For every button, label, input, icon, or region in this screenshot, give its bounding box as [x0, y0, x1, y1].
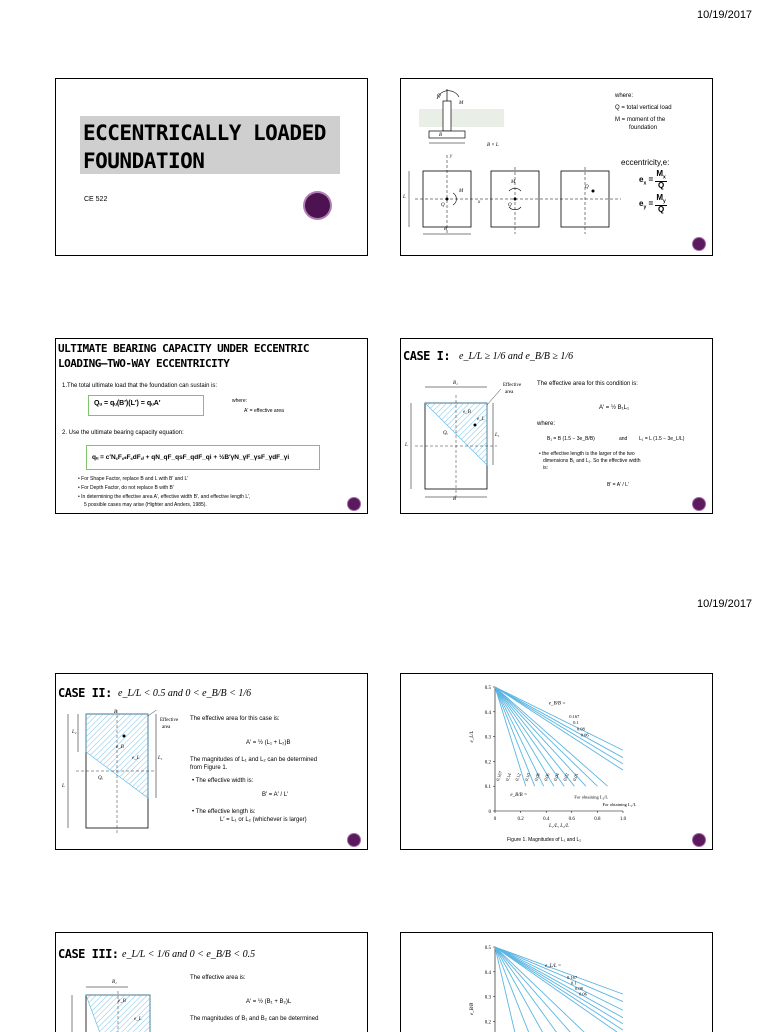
item-2: 2. Use the ultimate bearing capacity equation:: [62, 430, 184, 436]
x-tick-label: 1.0: [619, 817, 627, 822]
label-L2: L₂: [72, 730, 77, 735]
slide-title: [55, 78, 368, 256]
x-tick-label: 0.4: [543, 817, 550, 822]
lower-series-label: 0.08: [533, 772, 541, 782]
y-tick-label: 0.4: [484, 710, 491, 716]
ey-lhs: e: [639, 198, 644, 208]
case1-eq-area: A′ = ½ B₁L₁: [599, 405, 630, 411]
slide-case-2: [55, 673, 368, 850]
label-effective: Effective: [503, 383, 522, 388]
ex-fraction: [655, 170, 666, 190]
slide-title-line1: ECCENTRICALLY LOADED: [83, 121, 326, 145]
slide3-title-line1: ULTIMATE BEARING CAPACITY UNDER ECCENTRIC: [58, 342, 310, 355]
label-M-1: M: [459, 189, 464, 194]
legend-label: e_L/L =: [545, 963, 562, 969]
label-B: B: [114, 710, 118, 715]
case2-condition: e_L/L < 0.5 and 0 < e_B/B < 1/6: [118, 688, 252, 699]
case2-eq-area: A′ = ½ (L₁ + L₂)B: [246, 740, 291, 746]
slide-accent-dot: [693, 238, 705, 250]
ey-equation: $e_y$ = $\frac{M_y}{Q}$: [639, 193, 666, 214]
case1-bullet-c: is:: [543, 465, 548, 471]
series-line: [495, 947, 623, 1018]
upper-series-label: 0.1: [573, 720, 579, 726]
label-L-left: L: [403, 195, 406, 200]
slide-subtitle: CE 522: [84, 196, 108, 203]
case1-bullet-a: • the effective length is the larger of the two: [539, 451, 635, 457]
case3-eq-area: A′ = ½ (B₁ + B₂)L: [246, 999, 292, 1005]
label-eB: e_B: [463, 410, 471, 415]
label-y-axis: y: [450, 154, 453, 159]
slide-case-3: [55, 932, 368, 1032]
note-l1: For obtaining L₁/L: [602, 802, 637, 808]
upper-series-label: 0.08: [576, 726, 585, 732]
bullet-2-text: For Depth Factor, do not replace B with B′: [81, 485, 174, 491]
upper-series-label: 0.06: [580, 732, 589, 738]
case3-condition: e_L/L < 1/6 and 0 < e_B/B < 0.5: [122, 949, 256, 960]
series-line: [495, 947, 623, 1024]
y-tick-label: 0.3: [484, 735, 491, 741]
slide-accent-dot: [693, 498, 705, 510]
case1-condition: e_L/L ≥ 1/6 and e_B/B ≥ 1/6: [459, 351, 574, 362]
m-definition-2: foundation: [629, 125, 658, 131]
q-definition: Q = total vertical load: [615, 105, 672, 111]
y-tick-label: 0.3: [484, 995, 491, 1001]
upper-series-label: 0.167: [569, 714, 580, 719]
lower-series-label: 0.14: [504, 772, 513, 782]
case2-bullet-2: • The effective length is:: [192, 809, 256, 815]
ex-lhs: e: [639, 174, 644, 184]
bullet-1-text: For Shape Factor, replace B and L with B′ and L′: [81, 476, 189, 482]
series-line: [495, 947, 571, 1032]
series-line: [495, 947, 623, 994]
case2-text-1: The magnitudes of L₁ and L₂ can be determined: [190, 757, 318, 763]
x-axis-label: L₁/L, L₂/L: [549, 824, 569, 829]
case1-eq-b1: B₁ = B (1.5 − 3e_B/B): [547, 436, 595, 442]
slide-accent-dot: [348, 834, 360, 846]
label-eB: e_B: [116, 745, 124, 750]
bullet-3: • In determining the effective area A′, effective width B′, and effective length L′,: [78, 494, 251, 500]
label-B: B: [453, 497, 457, 502]
lower-series-label: 0.04: [552, 772, 561, 782]
label-B1: B₁: [453, 381, 458, 386]
case1-eq-bp: B′ = A′ / L′: [607, 482, 629, 488]
y-tick-label: 0.1: [484, 785, 491, 791]
label-L1: L₁: [158, 756, 163, 761]
case2-title: CASE II:: [58, 686, 112, 700]
lower-series-label: 0.01: [571, 772, 580, 782]
lower-series-label: 0.10: [523, 772, 532, 782]
label-area: area: [162, 725, 171, 730]
figure-1-chart: [401, 674, 713, 850]
series-line-l2: [495, 687, 586, 786]
x-tick-label: 0.6: [568, 817, 575, 822]
label-eL: e_L: [477, 417, 485, 422]
aprime-definition: A′ = effective area: [244, 408, 284, 414]
series-line-l1: [495, 687, 623, 770]
case3-lead: The effective area is:: [190, 975, 246, 981]
case2-eq-lp: L′ = L₁ or L₂ (whichever is larger): [220, 817, 307, 823]
ex-equation: $e_x$ = $\frac{M_x}{Q}$: [639, 169, 666, 190]
case2-bullet-1: • The effective width is:: [192, 778, 254, 784]
ey-den: Q: [657, 204, 665, 214]
case1-and: and: [619, 436, 628, 442]
upper-series-label: 0.08: [575, 986, 583, 992]
slide-title-line2: FOUNDATION: [83, 149, 205, 173]
case1-title: CASE I:: [403, 349, 451, 363]
case2-text-2: from Figure 1.: [190, 765, 228, 771]
slide-ultimate-bearing-capacity: [55, 338, 368, 514]
m-definition-1: M = moment of the: [615, 117, 666, 123]
legend-label: e_B/B =: [548, 701, 566, 707]
ex-lhs-sub: x: [643, 180, 647, 187]
x-tick-label: 0.2: [517, 817, 524, 822]
note-l2: For obtaining L₂/L: [574, 794, 609, 800]
case1-where: where:: [537, 421, 556, 427]
label-area: area: [505, 390, 514, 395]
case3-title: CASE III:: [58, 947, 119, 961]
label-B1: B₁: [112, 980, 117, 985]
y-axis-label: e_B/B: [470, 1002, 475, 1016]
label-Qu: Qᵤ: [443, 431, 449, 436]
series-line: [495, 947, 623, 1030]
lower-series-label: 0.06: [543, 772, 551, 782]
bullet-3-text-a: In determining the effective area A′, effective width B′, and effective length L′,: [81, 494, 251, 500]
slide-figure-2: [400, 932, 713, 1032]
lower-series-label: 0.12: [514, 772, 522, 782]
page-date: 10/19/2017: [697, 598, 753, 610]
upper-series-label: 0.167: [567, 975, 578, 981]
ey-lhs-sub: y: [643, 204, 647, 211]
ey-num: M: [656, 193, 664, 202]
label-L: L: [62, 784, 65, 789]
ey-fraction: [655, 194, 666, 214]
y-tick-label: 0.5: [484, 686, 491, 691]
upper-series-label: 0.1: [571, 980, 577, 986]
y-axis-label: e_L/L: [470, 730, 475, 743]
label-eL: e_L: [134, 1017, 142, 1022]
lower-series-label: 0.02: [562, 772, 570, 782]
label-B-top: B: [439, 133, 443, 138]
label-L1: L₁: [495, 433, 500, 438]
item-1: 1.The total ultimate load that the foundation can sustain is:: [62, 383, 218, 389]
label-Q-top: Q: [437, 94, 441, 99]
page-date: 10/19/2017: [697, 9, 753, 21]
slide-accent-dot: [693, 834, 705, 846]
y-tick-label: 0: [488, 810, 491, 815]
ex-num-sub: x: [663, 174, 666, 181]
label-eB: e_B: [118, 999, 126, 1004]
label-effective: Effective: [160, 718, 179, 723]
case1-bullet-b: dimensions B₁ and L₁. So the effective width: [543, 458, 641, 464]
slide3-title-line2: LOADING—TWO-WAY ECCENTRICITY: [58, 357, 230, 370]
label-Q-2: Q: [508, 203, 512, 208]
label-B-bottom: B: [444, 227, 448, 232]
label-Qu: Qᵤ: [98, 776, 104, 781]
ex-num: M: [656, 169, 664, 178]
label-x-axis: x: [478, 200, 481, 205]
eccentricity-label: eccentricity,e:: [621, 158, 670, 167]
y-tick-label: 0.5: [484, 946, 491, 951]
label-Q-3: Q: [585, 185, 589, 190]
figure-1-caption: Figure 1. Magnitudes of L₁ and L₂: [507, 837, 582, 843]
slide-case-1: [400, 338, 713, 514]
label-bxl: B × L: [487, 143, 499, 148]
label-Q-1: Q: [441, 203, 445, 208]
where-label: where:: [615, 93, 634, 99]
slide-accent-dot: [348, 498, 360, 510]
series-line: [495, 947, 623, 1010]
bullet-2: • For Depth Factor, do not replace B with B′: [78, 485, 174, 491]
where-label: where:: [232, 398, 248, 404]
case1-lead: The effective area for this condition is:: [537, 381, 638, 387]
upper-series-label: 0.06: [579, 991, 587, 997]
x-tick-label: 0: [493, 817, 497, 822]
equation-2: qᵤ = c′N꜀F꜀ₛF꜀dF꜀ᵢ + qN_qF_qsF_qdF_qi + ½B′γN_γF_γsF_γdF_γi: [92, 454, 290, 461]
label-L: L: [405, 443, 408, 448]
case3-text-1: The magnitudes of B₁ and B₂ can be determined: [190, 1016, 319, 1022]
slide-figure-1: [400, 673, 713, 850]
ex-den: Q: [657, 180, 665, 190]
figure-2-chart: [401, 933, 713, 1032]
case1-eq-l1: L₁ = L (1.5 − 3e_L/L): [639, 436, 685, 442]
label-M-top: M: [459, 101, 464, 106]
title-accent-circle: [305, 193, 330, 218]
lower-legend-label: e_B/B =: [510, 793, 528, 799]
slide-eccentricity-definition: [400, 78, 713, 256]
case2-lead: The effective area for this case is:: [190, 716, 280, 722]
label-eL: e_L: [132, 756, 140, 761]
lower-series-label: 0.167: [495, 770, 504, 782]
x-tick-label: 0.8: [594, 817, 601, 822]
y-tick-label: 0.2: [484, 760, 491, 766]
label-M-2: M: [511, 180, 516, 185]
bullet-3-cont: 5 possible cases may arise (Highter and Anders, 1985).: [84, 502, 207, 508]
case2-eq-bp: B′ = A′ / L′: [262, 792, 289, 798]
series-line-l1: [495, 687, 623, 758]
y-tick-label: 0.4: [484, 970, 491, 976]
bullet-1: • For Shape Factor, replace B and L with B′ and L′: [78, 476, 189, 482]
equation-1: Qᵤ = qᵤ(B′)(L′) = qᵤA′: [94, 400, 161, 407]
y-tick-label: 0.2: [484, 1020, 491, 1026]
ey-num-sub: y: [663, 198, 666, 205]
